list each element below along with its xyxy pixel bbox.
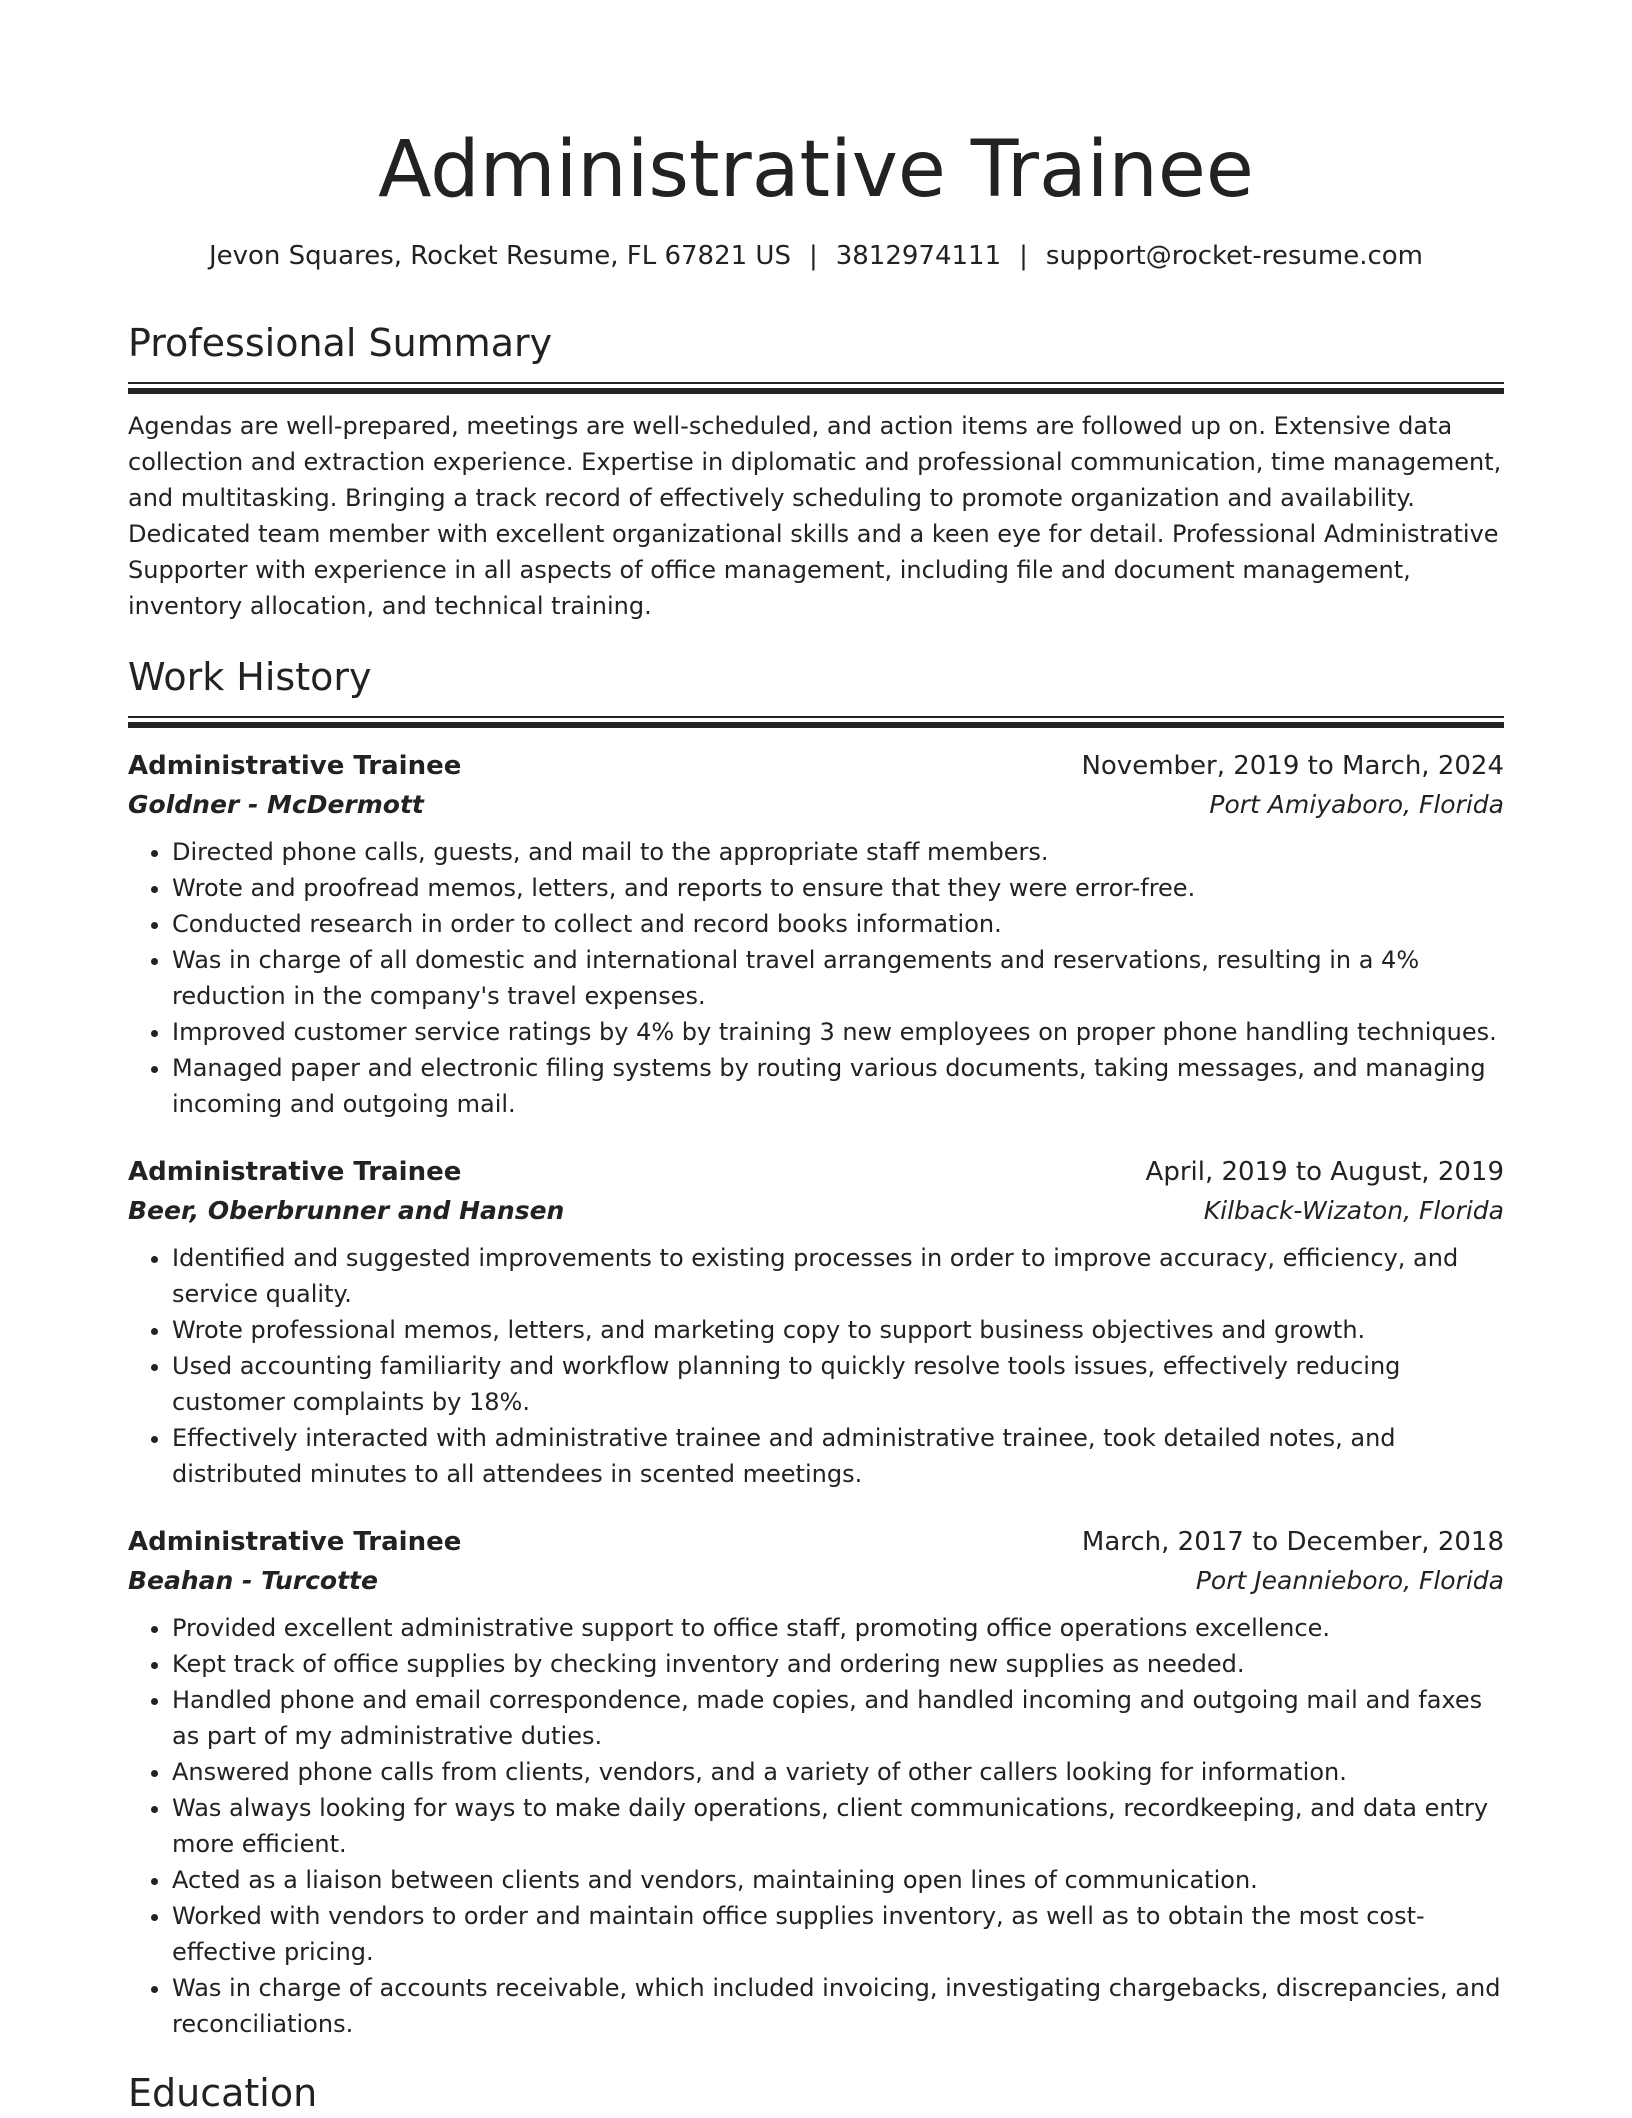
job-location: Kilback-Wizaton, Florida bbox=[1203, 1196, 1504, 1225]
job-dates: March, 2017 to December, 2018 bbox=[1081, 1527, 1504, 1557]
work-history-section bbox=[128, 652, 1504, 2042]
job-company: Beer, Oberbrunner and Hansen bbox=[128, 1196, 565, 1225]
section-heading-education: Education bbox=[128, 2071, 318, 2115]
job-location: Port Amiyaboro, Florida bbox=[1209, 790, 1504, 819]
bullet-item: • Conducted research in order to collect and record books information. bbox=[172, 906, 1504, 942]
contact-phone: 3812974111 bbox=[835, 241, 1002, 271]
bullet-item: • Wrote professional memos, letters, and marketing copy to support business objectives and growth. bbox=[172, 1312, 1504, 1348]
section-divider bbox=[128, 716, 1504, 728]
bullet-item: • Was in charge of all domestic and international travel arrangements and reservations, resulting in a 4% reduction in the company's travel expenses. bbox=[172, 942, 1504, 1014]
job-company: Beahan - Turcotte bbox=[128, 1566, 378, 1595]
bullet-item: • Worked with vendors to order and maintain office supplies inventory, as well as to obtain the most cost-effective pricing. bbox=[172, 1898, 1504, 1970]
bullet-item: • Provided excellent administrative support to office staff, promoting office operations excellence. bbox=[172, 1610, 1504, 1646]
bullet-item: • Handled phone and email correspondence, made copies, and handled incoming and outgoing mail and faxes as part of my administrative duties. bbox=[172, 1682, 1504, 1754]
contact-separator: | bbox=[808, 241, 818, 271]
professional-summary-section bbox=[128, 318, 1504, 624]
bullet-item: • Wrote and proofread memos, letters, and reports to ensure that they were error-free. bbox=[172, 870, 1504, 906]
section-heading-summary: Professional Summary bbox=[128, 321, 553, 365]
job-location: Port Jeannieboro, Florida bbox=[1195, 1566, 1504, 1595]
bullet-item: • Improved customer service ratings by 4% by training 3 new employees on proper phone handling techniques. bbox=[172, 1014, 1504, 1050]
bullet-item: • Effectively interacted with administrative trainee and administrative trainee, took detailed notes, and distributed minutes to all attendees in scented meetings. bbox=[172, 1420, 1504, 1492]
contact-separator: | bbox=[1019, 241, 1028, 271]
contact-email: support@rocket-resume.com bbox=[1045, 241, 1424, 271]
section-heading-work: Work History bbox=[128, 655, 372, 699]
resume-page bbox=[128, 120, 1504, 2118]
job-entry bbox=[128, 1522, 1504, 2042]
bullet-item: • Was in charge of accounts receivable, which included invoicing, investigating chargebacks, discrepancies, and reconciliations. bbox=[172, 1970, 1504, 2042]
bullet-item: • Kept track of office supplies by checking inventory and ordering new supplies as needed. bbox=[172, 1646, 1504, 1682]
job-bullets bbox=[128, 834, 1504, 1122]
bullet-item: • Managed paper and electronic filing systems by routing various documents, taking messages, and managing incoming and outgoing mail. bbox=[172, 1050, 1504, 1122]
bullet-item: • Identified and suggested improvements to existing processes in order to improve accuracy, efficiency, and service quality. bbox=[172, 1240, 1504, 1312]
job-title: Administrative Trainee bbox=[128, 1527, 462, 1557]
job-entry bbox=[128, 746, 1504, 1122]
job-bullets bbox=[128, 1240, 1504, 1492]
contact-line bbox=[128, 238, 1504, 274]
bullet-item: • Used accounting familiarity and workflow planning to quickly resolve tools issues, effectively reducing customer complaints by 18%. bbox=[172, 1348, 1504, 1420]
job-title: Administrative Trainee bbox=[128, 1157, 462, 1187]
contact-address: Jevon Squares, Rocket Resume, FL 67821 US bbox=[208, 241, 791, 271]
bullet-item: • Directed phone calls, guests, and mail to the appropriate staff members. bbox=[172, 834, 1504, 870]
bullet-item: • Acted as a liaison between clients and vendors, maintaining open lines of communication. bbox=[172, 1862, 1504, 1898]
bullet-item: • Was always looking for ways to make daily operations, client communications, recordkeeping, and data entry more efficient. bbox=[172, 1790, 1504, 1862]
job-title: Administrative Trainee bbox=[128, 751, 462, 781]
job-company: Goldner - McDermott bbox=[128, 790, 424, 819]
job-dates: April, 2019 to August, 2019 bbox=[1145, 1157, 1504, 1187]
resume-title: Administrative Trainee bbox=[378, 125, 1254, 215]
bullet-item: • Answered phone calls from clients, vendors, and a variety of other callers looking for information. bbox=[172, 1754, 1504, 1790]
section-divider bbox=[128, 382, 1504, 394]
job-entry bbox=[128, 1152, 1504, 1492]
job-dates: November, 2019 to March, 2024 bbox=[1081, 751, 1504, 781]
job-bullets bbox=[128, 1610, 1504, 2042]
education-section bbox=[128, 2068, 1504, 2118]
summary-text: Agendas are well-prepared, meetings are well-scheduled, and action items are followed up on. Extensive data collection and extraction experience. Expertise in diplomatic and professional communication, time management, and multitasking. Bringing a track record of effectively scheduling to promote organization and availability. Dedicated team member with excellent organizational skills and a keen eye for detail. Professional Administrative Supporter with experience in all aspects of office management, including file and document management, inventory allocation, and technical training. bbox=[128, 412, 1502, 620]
